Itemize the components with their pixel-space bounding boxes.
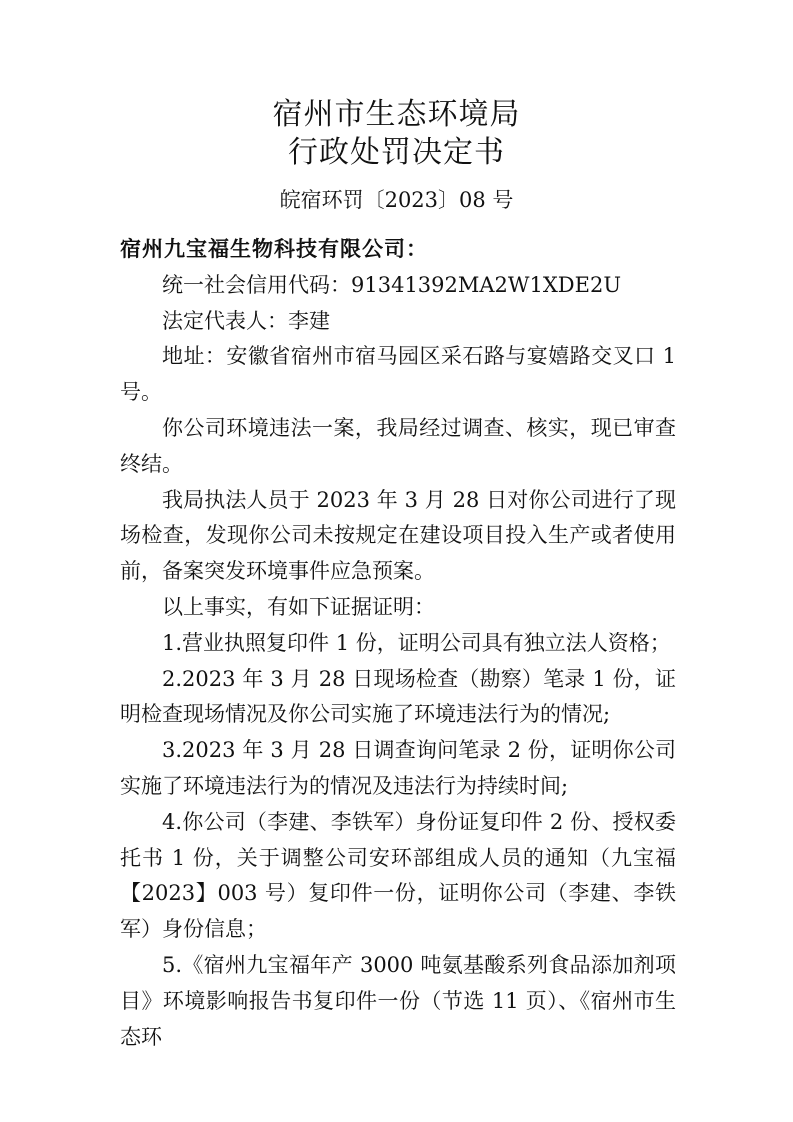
case-intro-paragraph: 你公司环境违法一案，我局经过调查、核实，现已审查终结。 [120,415,676,476]
document-number: 皖宿环罚〔2023〕08 号 [279,188,514,212]
evidence-item-1: 1.营业执照复印件 1 份，证明公司具有独立法人资格； [162,630,671,655]
issuing-authority-title: 宿州市生态环境局 [272,97,521,132]
credit-code: 统一社会信用代码：91341392MA2W1XDE2U [162,272,622,297]
evidence-item-2: 2.2023 年 3 月 28 日现场检查（勘察）笔录 1 份，证明检查现场情况及你公司实施了环境违法行为的情况; [120,666,676,727]
legal-representative: 法定代表人：李建 [162,308,330,333]
address: 地址：安徽省宿州市宿马园区采石路与宴嬉路交叉口 1 号。 [120,344,676,405]
evidence-intro: 以上事实，有如下证据证明： [162,594,435,619]
inspection-paragraph: 我局执法人员于 2023 年 3 月 28 日对你公司进行了现场检查，发现你公司未按规定在建设项目投入生产或者使用前，备案突发环境事件应急预案。 [120,487,676,584]
document-body [120,232,676,1055]
addressee: 宿州九宝福生物科技有限公司： [120,237,428,261]
document-type-title: 行政处罚决定书 [288,135,505,170]
evidence-item-3: 3.2023 年 3 月 28 日调查询问笔录 2 份，证明你公司实施了环境违法行为的情况及违法行为持续时间; [120,738,676,798]
document-header [0,96,793,214]
evidence-item-4: 4.你公司（李建、李铁军）身份证复印件 2 份、授权委托书 1 份，关于调整公司安环部组成人员的通知（九宝福【2023】003 号）复印件一份，证明你公司（李建、李铁军）身份信息； [120,809,676,942]
evidence-item-5: 5.《宿州九宝福年产 3000 吨氨基酸系列食品添加剂项目》环境影响报告书复印件一份（节选 11 页）、《宿州市生态环 [120,952,676,1049]
